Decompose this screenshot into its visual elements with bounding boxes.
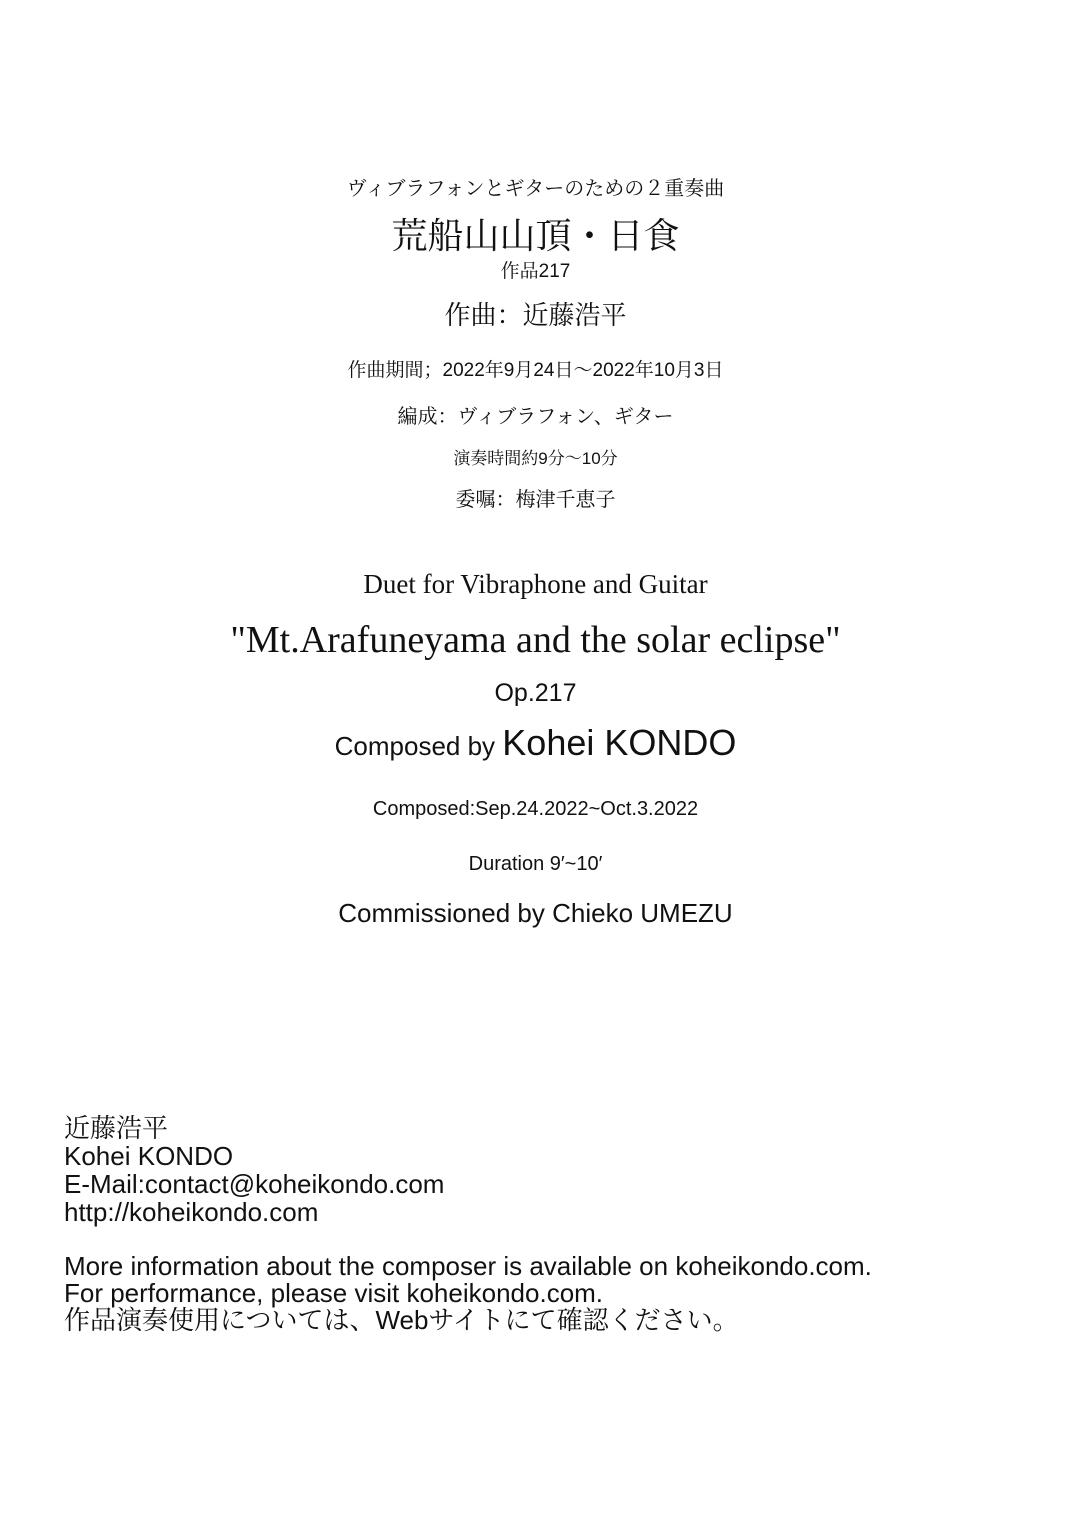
jp-composer: 作曲：近藤浩平 xyxy=(444,300,627,330)
contact-name-en: Kohei KONDO xyxy=(64,1141,234,1171)
jp-duration: 演奏時間約9分〜10分 xyxy=(453,449,618,468)
jp-composition-period: 作曲期間；2022年9月24日〜2022年10月3日 xyxy=(347,360,724,381)
en-composition-period: Composed:Sep.24.2022~Oct.3.2022 xyxy=(372,798,699,820)
info-line-3: 作品演奏使用については、Webサイトにて確認ください。 xyxy=(64,1305,739,1335)
contact-email: E-Mail:contact@koheikondo.com xyxy=(64,1169,445,1199)
jp-title: 荒船山山頂・日食 xyxy=(391,215,680,256)
en-opus-number: Op.217 xyxy=(494,679,577,707)
composer-name: Kohei KONDO xyxy=(502,722,737,763)
en-subtitle: Duet for Vibraphone and Guitar xyxy=(363,569,708,599)
info-line-2: For performance, please visit koheikondo.com. xyxy=(64,1278,604,1308)
info-block xyxy=(64,1253,872,1334)
en-commission: Commissioned by Chieko UMEZU xyxy=(338,898,733,928)
contact-block xyxy=(64,1114,444,1226)
en-title: "Mt.Arafuneyama and the solar eclipse" xyxy=(230,619,841,661)
jp-opus-number: 作品217 xyxy=(500,261,571,282)
composed-by-prefix: Composed by xyxy=(334,731,496,761)
en-duration: Duration 9′~10′ xyxy=(468,853,603,875)
contact-website: http://koheikondo.com xyxy=(64,1197,319,1227)
en-composer-line xyxy=(0,722,1071,763)
jp-instrumentation: 編成：ヴィブラフォン、ギター xyxy=(397,406,674,428)
jp-subtitle: ヴィブラフォンとギターのための２重奏曲 xyxy=(346,178,725,200)
info-line-1: More information about the composer is available on koheikondo.com. xyxy=(64,1251,872,1281)
jp-commission: 委嘱：梅津千恵子 xyxy=(455,489,616,511)
contact-name-jp: 近藤浩平 xyxy=(64,1113,169,1143)
